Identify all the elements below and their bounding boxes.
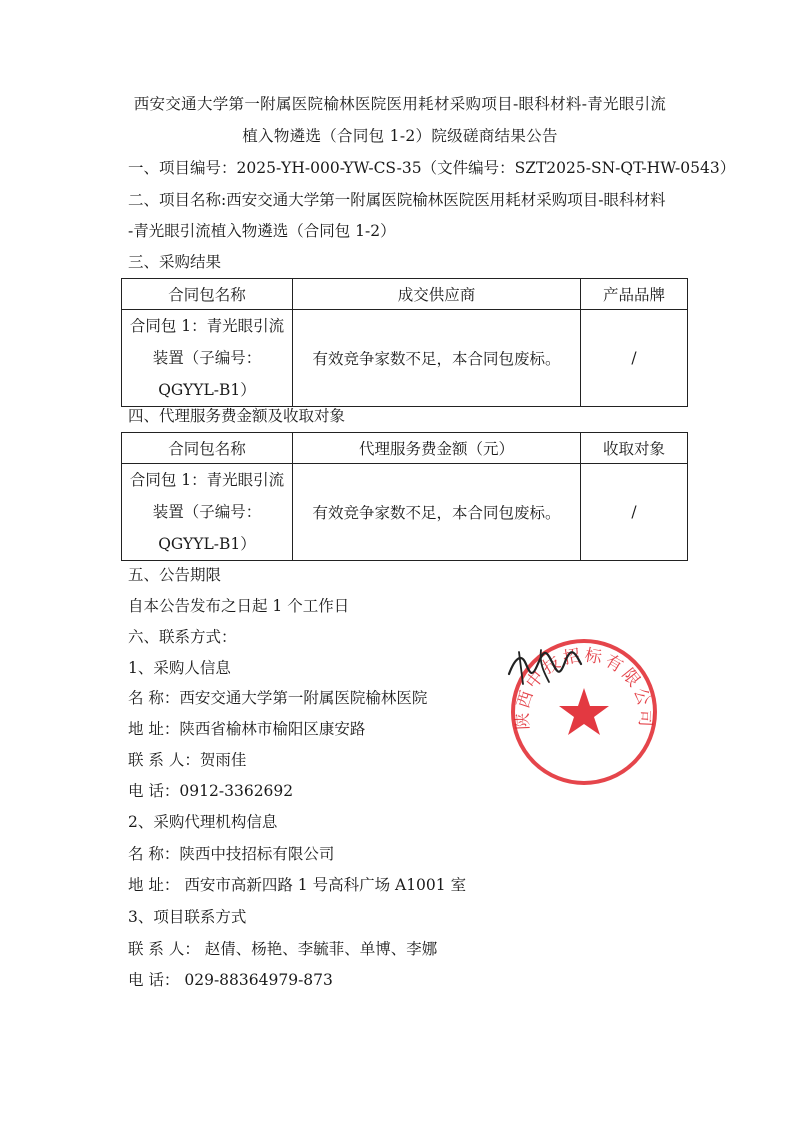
column-header: 成交供应商 [293,279,581,310]
buyer-name: 名 称：西安交通大学第一附属医院榆林医院 [128,689,428,707]
fee-heading: 四、代理服务费金额及收取对象 [128,407,346,425]
brand-cell: / [581,310,688,407]
buyer-phone: 电 话：0912-3362692 [128,782,294,800]
project-contact-heading: 3、项目联系方式 [128,908,247,926]
document-title-line-1: 西安交通大学第一附属医院榆林医院医用耗材采购项目-眼科材料-青光眼引流 [133,95,667,113]
package-cell [122,464,293,561]
agency-name: 名 称：陕西中技招标有限公司 [128,845,335,863]
table-header-row [122,279,688,310]
column-header: 收取对象 [581,433,688,464]
package-cell [122,310,293,407]
result-heading: 三、采购结果 [128,253,222,271]
column-header: 代理服务费金额（元） [293,433,581,464]
agency-heading: 2、采购代理机构信息 [128,813,278,831]
fee-table [121,432,688,561]
package-line: QGYYL-B1） [158,535,256,553]
column-header: 合同包名称 [122,433,293,464]
package-line: 合同包 1：青光眼引流 [129,317,285,335]
buyer-address: 地 址：陕西省榆林市榆阳区康安路 [128,720,366,738]
project-name-line-2: -青光眼引流植入物遴选（合同包 1-2） [128,222,396,240]
result-table [121,278,688,407]
package-line: QGYYL-B1） [158,381,256,399]
project-phone: 电 话： 029-88364979-873 [128,971,333,989]
project-number: 一、项目编号：2025-YH-000-YW-CS-35（文件编号：SZT2025-SN-QT-HW-0543） [128,159,736,177]
period-text: 自本公告发布之日起 1 个工作日 [128,597,350,615]
fee-cell: 有效竞争家数不足，本合同包废标。 [293,464,581,561]
package-line: 合同包 1：青光眼引流 [129,471,285,489]
table-header-row [122,433,688,464]
period-heading: 五、公告期限 [128,566,222,584]
table-row [122,310,688,407]
column-header: 合同包名称 [122,279,293,310]
supplier-cell: 有效竞争家数不足，本合同包废标。 [293,310,581,407]
contact-heading: 六、联系方式： [128,628,237,646]
seal-text: 陕西中技招标有限公司 [512,645,656,731]
project-contact: 联 系 人： 赵倩、杨艳、李毓菲、单博、李娜 [128,940,438,958]
document-title-line-2: 植入物遴选（合同包 1-2）院级磋商结果公告 [242,127,558,145]
buyer-heading: 1、采购人信息 [128,659,231,677]
table-row [122,464,688,561]
target-cell: / [581,464,688,561]
buyer-contact: 联 系 人：贺雨佳 [128,751,247,769]
column-header: 产品品牌 [581,279,688,310]
package-line: 装置（子编号： [152,503,262,521]
signature-icon [505,640,585,690]
project-name-line-1: 二、项目名称:西安交通大学第一附属医院榆林医院医用耗材采购项目-眼科材料 [128,191,666,209]
package-line: 装置（子编号： [152,349,262,367]
agency-address: 地 址： 西安市高新四路 1 号高科广场 A1001 室 [128,876,467,894]
